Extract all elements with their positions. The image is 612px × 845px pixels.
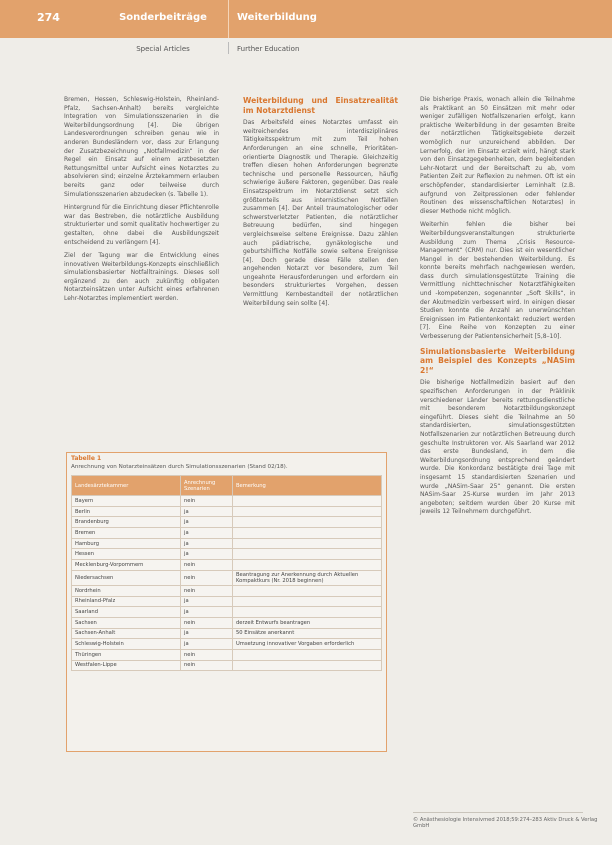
subtitle-divider (228, 42, 229, 54)
table-cell: nein (181, 496, 233, 507)
table-cell: Bremen (72, 528, 181, 539)
table-cell (233, 649, 382, 660)
table-cell: Bayern (72, 496, 181, 507)
table-row (72, 628, 382, 639)
subtitle-left: Special Articles (136, 45, 190, 53)
table-title: Tabelle 1 (71, 455, 102, 462)
table-cell: Umsetzung innovativer Vorgaben erforderlich (233, 639, 382, 650)
table-cell: nein (181, 560, 233, 571)
table-cell: ja (181, 596, 233, 607)
section-left-title: Sonderbeiträge (119, 12, 207, 23)
table-row (72, 570, 382, 585)
table-row (72, 607, 382, 618)
col3-paragraph: Die bisherige Praxis, wonach allein die Teilnahme als Praktikant an 50 Einsätzen mit mehr oder weniger zufälligen Notfallszenarien erfolgt, kann praktische Weiterbildung in der gesamten Breite der notärztlichen Tätigkeitsgebiete derzeit womöglich nur unzureichend abbilden. Der Lernerfolg, der im Einsatz erzielt wird, hängt stark von den Einsatzgegebenheiten, dem begleitenden Lehr-Notarzt und der Bereitschaft zu ab, vom Patienten Zeit zur Reflexion zu nehmen. Oft ist ein erschöpfender, standardisierter Lerninhalt (z.B. aufgrund von Zeitpressionen oder fehlender Routinen des wissenschaftlichen Notarztes) in dieser Methode nicht möglich. (420, 96, 575, 215)
section-right-title: Weiterbildung (237, 12, 317, 23)
table-row (72, 585, 382, 596)
table-row (72, 617, 382, 628)
table-row (72, 506, 382, 517)
table-cell: Sachsen-Anhalt (72, 628, 181, 639)
footer-citation: © Anästhesiologie Intensivmed 2018;59:274–283 Aktiv Druck & Verlag GmbH (413, 817, 598, 829)
data-table (71, 475, 382, 671)
table-cell: Thüringen (72, 649, 181, 660)
table-cell: Rheinland-Pfalz (72, 596, 181, 607)
table-cell: nein (181, 617, 233, 628)
table-row (72, 517, 382, 528)
column-3 (420, 96, 575, 522)
column-header: Anrechnung Szenarien (181, 476, 233, 496)
table-cell: ja (181, 506, 233, 517)
table-cell: nein (181, 570, 233, 585)
table-cell: nein (181, 660, 233, 671)
table-cell: ja (181, 628, 233, 639)
table-cell (233, 607, 382, 618)
col1-paragraph: Ziel der Tagung war die Entwicklung eines innovativen Weiterbildungs-Konzepts einschließlich simulationsbasierter Notfalltrainings. Dieses soll ergänzend zu den auch zukünftig obligaten Notarzteinsätzen unter Aufsicht eines erfahrenen Lehr-Notarztes implementiert werden. (64, 252, 219, 303)
table-cell: Brandenburg (72, 517, 181, 528)
header-bar (0, 0, 612, 38)
col3-paragraph: Weiterhin fehlen die bisher bei Weiterbildungsveranstaltungen strukturierte Ausbildung zum Thema „Crisis Resource-Management“ (CRM) nur. Dies ist ein wesentlicher Mangel in der bestehenden Weiterbildung. Es konnte bereits mehrfach nachgewiesen werden, dass durch simulationsgestützte Training die Vermittlung nichttechnischer Notarztfähigkeiten und -kompetenzen, sogenannter „Soft Skills“, in der Akutmedizin verbessert wird. In einigen dieser Studien konnte die Anzahl an unerwünschten Ereignissen im Patientenkontakt reduziert werden [7]. Eine Reihe von Konzepten zu einer Verbesserung der Patientensicherheit [5,8–10]. (420, 221, 575, 341)
col3-paragraph: Die bisherige Notfallmedizin basiert auf den spezifischen Anforderungen in der Präklinik verschiedener Länder bereits rettungsdienstliche mit besonderem Notarztbildungskonzept eingeführt. Dieses sieht die Teilnahme an 50 standardisierten, simulationsgestützten Notfallszenarien zur notärztlichen Betreuung durch geschulte Instruktoren vor. Als Saarland war 2012 das erste Bundesland, in dem die Weiterbildungsordnung entsprechend geändert wurde. Die Konkordanz bestätigte drei Tage mit insgesamt 15 standardisierten Szenarien und wurde „NASim-Saar 25“ genannt. Die ersten NASim-Saar 25-Kurse wurden im Jahr 2013 angeboten; seitdem wurden über 20 Kurse mit jeweils 12 Teilnehmern durchgeführt. (420, 379, 575, 516)
col1-paragraph: Bremen, Hessen, Schleswig-Holstein, Rheinland-Pfalz, Sachsen-Anhalt) bereits vergleichte Integration von Simulationsszenarien in die Weiterbildungsordnung [4]. Die übrigen Landesverordnungen schreiben genau wie in anderen Bundesländern vor, dass zur Erlangung der Zusatzbezeichnung „Notfallmedizin“ in der Regel ein Einsatz auf einem arztbesetzten Rettungsmittel unter Aufsicht eines Notarztes zu absolvieren sind; einzelne Ärztekammern erlauben bereits ganz oder teilweise durch Simulationsszenarien abzudecken (s. Tabelle 1). (64, 96, 219, 198)
table-cell (233, 538, 382, 549)
subtitle-right: Further Education (237, 45, 300, 53)
table-row (72, 649, 382, 660)
table-cell: ja (181, 639, 233, 650)
table-cell: ja (181, 607, 233, 618)
table-row (72, 496, 382, 507)
table-cell (233, 517, 382, 528)
col2-paragraph: Das Arbeitsfeld eines Notarztes umfasst ein weitreichendes interdisziplinäres Tätigkeitsspektrum mit zum Teil hohen Anforderungen an eine schnelle, Prioritäten-orientierte Diagnostik und Therapie. Gleichzeitig treffen diesen hohen Anforderungen begrenzte technische und personelle Ressourcen, häufig schwierige äußere Faktoren, gegenüber. Das reale Einsatzspektrum im Notarztdienst setzt sich größtenteils aus internistischen Notfällen zusammen [4]. Der Anteil traumatologischer oder schwerstverletzter Patienten, die notärztlicher Betreuung bedürfen, sind hingegen vergleichsweise seltene Ereignisse. Dazu zählen auch pädiatrische, gynäkologische und geburtshilfliche Notfälle sowie seltene Ereignisse [4]. Doch gerade diese Fälle stellen den angehenden Notarzt vor besondere, zum Teil ungeahnte Herausforderungen und erfordern ein besonders strukturiertes Vorgehen, dessen Vermittlung Kernbestandteil der notärztlichen Weiterbildung sein sollte [4]. (243, 119, 398, 307)
table-caption: Anrechnung von Notarzteinsätzen durch Simulationsszenarien (Stand 02/18). (71, 464, 288, 470)
table-cell: Mecklenburg-Vorpommern (72, 560, 181, 571)
table-cell (233, 506, 382, 517)
page-number: 274 (37, 11, 60, 24)
table-row (72, 538, 382, 549)
table-row (72, 549, 382, 560)
table-row (72, 639, 382, 650)
column-header: Bemerkung (233, 476, 382, 496)
table-cell: ja (181, 538, 233, 549)
table-cell: Niedersachsen (72, 570, 181, 585)
table-cell: derzeit Entwurfs beantragen (233, 617, 382, 628)
column-header: Landesärztekammer (72, 476, 181, 496)
table-cell (233, 585, 382, 596)
header-divider (228, 0, 229, 38)
table-cell (233, 660, 382, 671)
table-cell: Hamburg (72, 538, 181, 549)
col3-heading: Simulationsbasierte Weiterbildung am Beispiel des Konzepts „NASim 2!“ (420, 346, 575, 375)
table-cell: Hessen (72, 549, 181, 560)
table-cell (233, 549, 382, 560)
table-cell: Sachsen (72, 617, 181, 628)
table-cell: ja (181, 549, 233, 560)
table-cell (233, 496, 382, 507)
table-cell: Saarland (72, 607, 181, 618)
table-header-row (72, 476, 382, 496)
footer-rule (413, 812, 583, 813)
table-cell: Nordrhein (72, 585, 181, 596)
table-cell: nein (181, 649, 233, 660)
column-2 (243, 96, 398, 313)
table-cell: ja (181, 517, 233, 528)
col2-heading: Weiterbildung und Einsatzrealität im Notarztdienst (243, 96, 398, 115)
table-cell: Berlin (72, 506, 181, 517)
table-cell: Schleswig-Holstein (72, 639, 181, 650)
table-row (72, 660, 382, 671)
table-cell: Westfalen-Lippe (72, 660, 181, 671)
table-cell: 50 Einsätze anerkannt (233, 628, 382, 639)
table-cell (233, 596, 382, 607)
table-row (72, 596, 382, 607)
table-cell: ja (181, 528, 233, 539)
table-cell: Beantragung zur Anerkennung durch Aktuellen Kompaktkurs (Nr. 2018 beginnen) (233, 570, 382, 585)
table-box (66, 452, 387, 752)
column-1 (64, 96, 219, 309)
col1-paragraph: Hintergrund für die Einrichtung dieser Pflichtenrolle war das Bestreben, die notärztliche Ausbildung strukturierter und somit qualitativ hochwertiger zu gestalten, ohne dabei die Ausbildungszeit entscheidend zu verlängern [4]. (64, 204, 219, 246)
table-cell (233, 528, 382, 539)
table-cell: nein (181, 585, 233, 596)
table-row (72, 560, 382, 571)
table-row (72, 528, 382, 539)
table-cell (233, 560, 382, 571)
